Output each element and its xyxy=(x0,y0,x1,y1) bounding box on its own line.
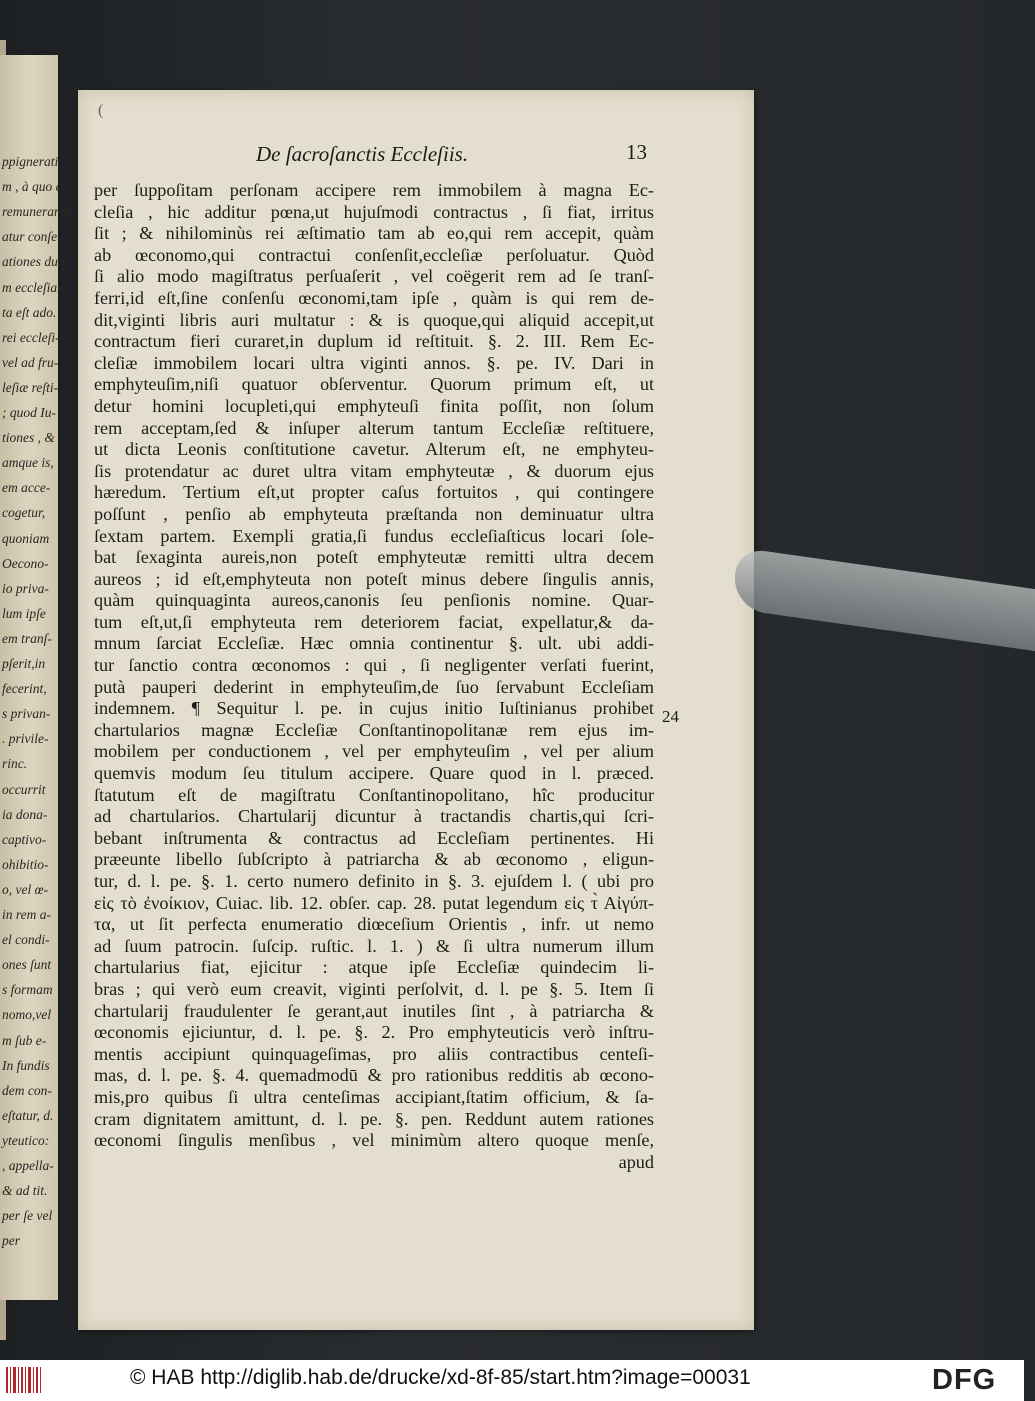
left-page-line: atur conſe- xyxy=(2,229,62,245)
left-page-line: . privile- xyxy=(2,731,49,747)
text-line: putà pauperi dederint in emphyteuſim,de ſuo ſervabunt Eccleſiam xyxy=(94,676,654,697)
text-line: ſit ; & nihilominùs rei æſtimatio tam ab eo,qui rem accepit, quàm xyxy=(94,223,654,244)
dfg-logo: DFG xyxy=(932,1364,997,1396)
left-page-line: occurrit xyxy=(2,781,46,797)
text-line: ferri,id eſt,ſine conſenſu œconomi,tam ipſe , quàm is qui rem de- xyxy=(94,287,654,308)
text-line: hæredum. Tertium eſt,ut propter caſus fortuitos , qui contingere xyxy=(94,482,654,503)
glass-weight xyxy=(735,547,1035,651)
text-line: mobilem per conductionem , vel per emphyteuſim , vel per alium xyxy=(94,741,654,762)
book-page xyxy=(78,90,754,1330)
text-line: detur homini locupleti,qui emphyteuſi finita poſſit, non ſolum xyxy=(94,395,654,416)
left-page-line: remunerandi xyxy=(2,204,72,220)
barcode-icon xyxy=(4,1364,44,1396)
left-page-line: ppignerati. xyxy=(2,154,62,169)
text-line: quàm quinquaginta aureos,canonis ſeu penſionis nomine. Quar- xyxy=(94,590,654,611)
text-line: per ſuppoſitam perſonam accipere rem immobilem à magna Ec- xyxy=(94,180,654,200)
text-line: cleſia , hic additur pœna,ut hujuſmodi contractus , ſi fiat, irritus xyxy=(94,201,654,222)
left-page-line: s privan- xyxy=(2,706,51,722)
text-line: tur ſanctio contra œconomos : qui , ſi negligenter verſati fuerint, xyxy=(94,655,654,676)
left-page-line: Oecono- xyxy=(2,555,49,571)
text-line: mnum ſarciat Eccleſiæ. Hæc omnia continentur §. ult. ubi addi- xyxy=(94,633,654,654)
left-page-line: o, vel œ- xyxy=(2,881,49,897)
left-page-line: m ſub e- xyxy=(2,1032,47,1048)
left-page-line: , appella- xyxy=(2,1158,54,1173)
left-page-line: io priva- xyxy=(2,580,49,596)
footer-bar xyxy=(0,1360,1024,1401)
text-line: τα, ut ſit perfecta enumeratio diœceſium Orientis , infr. ut nemo xyxy=(94,914,654,935)
text-line: contractum fieri curaret,in duplum id reſtituit. §. 2. III. Rem Ec- xyxy=(94,331,654,352)
text-line: emphyteuſim,niſi quatuor obſerventur. Quorum primum eſt, ut xyxy=(94,374,654,395)
text-line: cleſiæ immobilem locari ultra viginti annos. §. pe. IV. Dari in xyxy=(94,352,654,373)
left-page-line: eſtatur, d. xyxy=(2,1107,54,1123)
text-line: chartularius fiat, ejicitur : atque ipſe Eccleſiæ quindecim li- xyxy=(94,957,654,978)
text-line: ſis protendatur ac duret ultra vitam emphyteutæ , & duorum ejus xyxy=(94,460,654,481)
copyright-link[interactable]: © HAB http://diglib.hab.de/drucke/xd-8f-85/start.htm?image=00031 xyxy=(130,1366,751,1389)
text-line: ſextam partem. Exempli gratia,ſi fundus eccleſiaſticus locari ſole- xyxy=(94,525,654,546)
left-page-line: leſiæ reſti- xyxy=(2,379,59,395)
left-page-line: m , à quo c. xyxy=(2,179,65,195)
text-line: quemvis modum ſeu titulum accipere. Quare quod in l. præced. xyxy=(94,763,654,784)
left-page-line: ta eſt ado. xyxy=(2,304,57,320)
left-page-line: dem con- xyxy=(2,1082,52,1098)
left-page-line: m eccleſiam xyxy=(2,279,67,295)
text-line: œconomis ejiciuntur, d. l. pe. §. 2. Pro emphyteuticis verò inſtru- xyxy=(94,1022,654,1043)
text-line: cram dignitatem amittunt, d. l. pe. §. pen. Reddunt autem rationes xyxy=(94,1108,654,1129)
text-line: εἰς τὸ ἐνοίκιον, Cuiac. lib. 12. obſer. cap. 28. putat legendum εἰς τ̀ Αἰγύπ- xyxy=(94,892,654,913)
left-page-line: in rem a- xyxy=(2,907,51,922)
left-page-line: s formam xyxy=(2,982,53,998)
left-page-line: yteutico: xyxy=(2,1132,50,1148)
left-page-line: ationes duæ xyxy=(2,254,67,270)
running-header: De ſacroſanctis Eccleſiis. xyxy=(256,142,469,166)
text-line: ſtatutum eſt de magiſtratu Conſtantinopolitano, hîc producitur xyxy=(94,784,654,805)
left-page-line: amque is, xyxy=(2,455,54,471)
left-page-line: quoniam xyxy=(2,530,50,546)
text-line: chartularios magnæ Eccleſiæ Conſtantinopolitanæ rem ejus im- xyxy=(94,719,654,740)
text-line: bebant inſtrumenta & contractus ad Eccleſiam pertinentes. Hi xyxy=(94,827,654,848)
text-line: dit,viginti libris auri multatur : & is quoque,qui aliquid accepit,ut xyxy=(94,309,654,330)
text-line: œconomi ſingulis menſibus , vel minimùm altero quoque menſe, xyxy=(94,1130,654,1151)
left-page-line: em acce- xyxy=(2,480,51,496)
body-text xyxy=(94,180,654,1173)
left-page-line: ones ſunt xyxy=(2,957,52,973)
text-line: ab œconomo,qui contractui conſenſit,eccleſiæ perſoluatur. Quòd xyxy=(94,244,654,265)
text-line: ad chartularios. Chartularij dicuntur à tractandis chartis,qui ſcri- xyxy=(94,806,654,827)
left-page-line: In fundis xyxy=(2,1057,50,1073)
left-page-line: lum ipſe xyxy=(2,605,46,621)
text-line: mentis accipiunt quinquageſimas, pro aliis contractibus centeſi- xyxy=(94,1043,654,1064)
left-page-line: ohibitio- xyxy=(2,856,49,872)
text-line: apud xyxy=(618,1151,654,1172)
margin-number: 24 xyxy=(662,707,679,726)
text-line: ad ſuum patrocin. ſuſcip. ruſtic. l. 1. ) & ſi ultra numerum illum xyxy=(94,935,654,956)
left-page-fragment xyxy=(0,55,72,1300)
text-line: bat ſexaginta aureis,non poteſt emphyteutæ remitti ultra decem xyxy=(94,547,654,568)
text-line: ut dicta Leonis conſtitutione cavetur. Alterum eſt, ne emphyteu- xyxy=(94,439,654,460)
page-number: 13 xyxy=(626,140,647,164)
text-line: mis,pro quibus ſi ultra centeſimas accipiant,ſtatim officium, & ſa- xyxy=(94,1086,654,1107)
text-line: bras ; qui verò eum creavit, viginti perſolvit, d. l. pe §. 5. Item ſi xyxy=(94,978,654,999)
left-page-line: cogetur, xyxy=(2,505,46,521)
left-page-line: rinc. xyxy=(2,756,28,772)
text-line: poſſunt , penſio ab emphyteuta præſtanda non deminuatur ultra xyxy=(94,503,654,524)
text-line: ſi alio modo magiſtratus perſuaſerit , vel coëgerit rem ad ſe tranſ- xyxy=(94,266,654,287)
left-page-line: rei eccleſi- xyxy=(2,329,60,345)
left-page-line: vel ad fru- xyxy=(2,354,59,370)
text-line: rem acceptam,ſed & inſuper alterum tantum Eccleſiæ reſtituere, xyxy=(94,417,654,438)
text-line: aureos ; id eſt,emphyteuta non poteſt minus debere ſingulis annis, xyxy=(94,568,654,589)
text-line: tum eſt,ut,ſi emphyteuta rem deteriorem faciat, expellatur,& da- xyxy=(94,611,654,632)
left-page-line: nomo,vel xyxy=(2,1007,52,1023)
left-page-line: pſerit,in xyxy=(2,656,46,671)
left-page-line: per ſe vel xyxy=(2,1208,53,1224)
left-page-line: & ad tit. xyxy=(2,1183,48,1199)
left-page-line: captivo- xyxy=(2,831,47,847)
left-page-line: tiones , & xyxy=(2,430,55,446)
left-page-line: per xyxy=(2,1233,20,1249)
text-line: mas, d. l. pe. §. 4. quemadmodū & pro rationibus redditis ab œcono- xyxy=(94,1065,654,1086)
page-mark: ( xyxy=(98,102,104,119)
left-page-line: ; quod Iu- xyxy=(2,405,56,420)
left-page-line: fecerint, xyxy=(2,681,47,697)
text-line: chartularij fraudulenter ſe gerant,aut inutiles ſint , à patriarcha & xyxy=(94,1000,654,1021)
text-line: indemnem. ¶ Sequitur l. pe. in cujus initio Iuſtinianus prohibet xyxy=(94,698,654,719)
text-line: tur, d. l. pe. §. 1. certo numero definito in §. 3. ejuſdem l. ( ubi pro xyxy=(94,871,654,891)
left-page-line: el condi- xyxy=(2,932,50,948)
left-page-line: em tranſ- xyxy=(2,630,52,646)
left-page-line: ia dona- xyxy=(2,806,48,822)
text-line: præeunte libello ſubſcripto à patriarcha & ab œconomo , eligun- xyxy=(94,849,654,870)
